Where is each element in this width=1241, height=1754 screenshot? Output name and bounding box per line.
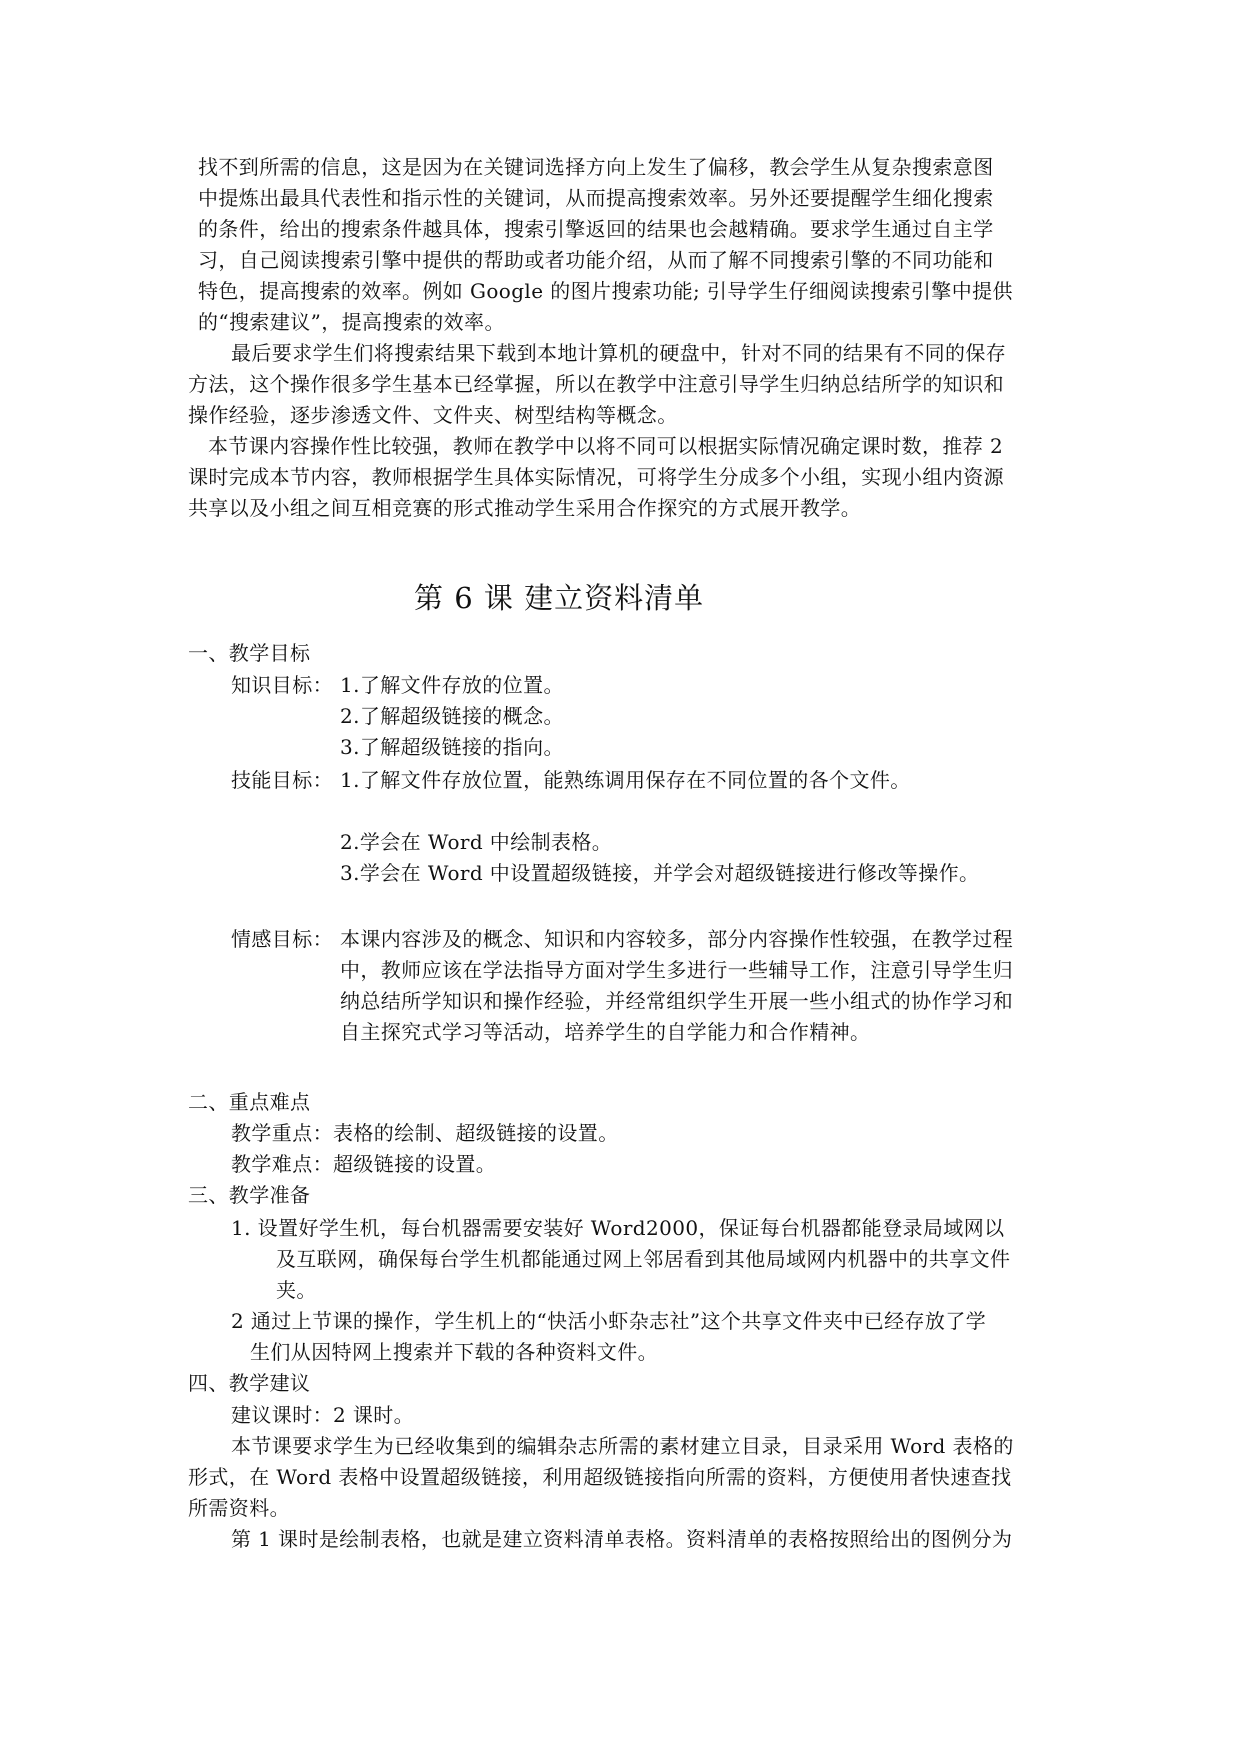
prep-item2-line-1: 2 通过上节课的操作，学生机上的“快活小虾杂志社”这个共享文件夹中已经存放了学	[231, 1309, 987, 1333]
emotion-line-4: 自主探究式学习等活动，培养学生的自学能力和合作精神。	[340, 1020, 871, 1044]
lesson-line-1: 本节课内容操作性比较强，教师在教学中以将不同可以根据实际情况确定课时数，推荐 2	[208, 434, 1004, 458]
first-hour-line: 第 1 课时是绘制表格，也就是建立资料清单表格。资料清单的表格按照给出的图例分为	[231, 1527, 1013, 1551]
skill-item-1: 1.了解文件存放位置，能熟练调用保存在不同位置的各个文件。	[340, 768, 911, 792]
suggestion-line-3: 所需资料。	[188, 1496, 290, 1520]
knowledge-item-1: 1.了解文件存放的位置。	[340, 673, 564, 697]
suggested-hours: 建议课时：2 课时。	[231, 1403, 415, 1427]
difficulty: 教学难点：超级链接的设置。	[231, 1152, 497, 1176]
download-line-3: 操作经验，逐步渗透文件、文件夹、树型结构等概念。	[188, 403, 678, 427]
suggestion-line-1: 本节课要求学生为已经收集到的编辑杂志所需的素材建立目录，目录采用 Word 表格的	[231, 1434, 1014, 1458]
knowledge-item-2: 2.了解超级链接的概念。	[340, 704, 564, 728]
download-line-2: 方法，这个操作很多学生基本已经掌握，所以在教学中注意引导学生归纳总结所学的知识和	[188, 372, 1004, 396]
section2-heading: 二、重点难点	[188, 1090, 311, 1114]
intro-line-4: 习，自己阅读搜索引擎中提供的帮助或者功能介绍，从而了解不同搜索引擎的不同功能和	[198, 248, 994, 272]
intro-line-5: 特色，提高搜索的效率。例如 Google 的图片搜索功能; 引导学生仔细阅读搜索引擎中提供	[198, 279, 1013, 303]
intro-line-1: 找不到所需的信息，这是因为在关键词选择方向上发生了偏移，教会学生从复杂搜索意图	[198, 155, 994, 179]
key-point: 教学重点：表格的绘制、超级链接的设置。	[231, 1121, 619, 1145]
skill-label: 技能目标：	[231, 768, 333, 792]
intro-line-3: 的条件，给出的搜索条件越具体，搜索引擎返回的结果也会越精确。要求学生通过自主学	[198, 217, 994, 241]
emotion-line-1: 本课内容涉及的概念、知识和内容较多，部分内容操作性较强，在教学过程	[340, 927, 1014, 951]
section4-heading: 四、教学建议	[188, 1371, 311, 1395]
section3-heading: 三、教学准备	[188, 1183, 311, 1207]
knowledge-label: 知识目标：	[231, 673, 333, 697]
lesson-line-3: 共享以及小组之间互相竞赛的形式推动学生采用合作探究的方式展开教学。	[188, 496, 862, 520]
prep-item1-line-2: 及互联网，确保每台学生机都能通过网上邻居看到其他局域网内机器中的共享文件	[276, 1247, 1011, 1271]
lesson-line-2: 课时完成本节内容，教师根据学生具体实际情况，可将学生分成多个小组，实现小组内资源	[188, 465, 1004, 489]
section1-heading: 一、教学目标	[188, 641, 311, 665]
suggestion-line-2: 形式，在 Word 表格中设置超级链接，利用超级链接指向所需的资料，方便使用者快速查找	[188, 1465, 1012, 1489]
skill-item-2: 2.学会在 Word 中绘制表格。	[340, 830, 613, 854]
intro-line-2: 中提炼出最具代表性和指示性的关键词，从而提高搜索效率。另外还要提醒学生细化搜索	[198, 186, 994, 210]
prep-item2-line-2: 生们从因特网上搜索并下载的各种资料文件。	[250, 1340, 658, 1364]
download-line-1: 最后要求学生们将搜索结果下载到本地计算机的硬盘中，针对不同的结果有不同的保存	[231, 341, 1007, 365]
prep-item1-line-3: 夹。	[276, 1278, 317, 1302]
emotion-line-2: 中，教师应该在学法指导方面对学生多进行一些辅导工作，注意引导学生归	[340, 958, 1014, 982]
knowledge-item-3: 3.了解超级链接的指向。	[340, 735, 564, 759]
emotion-label: 情感目标：	[231, 927, 333, 951]
intro-line-6: 的“搜索建议”，提高搜索的效率。	[198, 310, 505, 334]
lesson-title: 第 6 课 建立资料清单	[414, 581, 705, 615]
skill-item-3: 3.学会在 Word 中设置超级链接，并学会对超级链接进行修改等操作。	[340, 861, 980, 885]
emotion-line-3: 纳总结所学知识和操作经验，并经常组织学生开展一些小组式的协作学习和	[340, 989, 1014, 1013]
prep-item1-line-1: 1. 设置好学生机，每台机器需要安装好 Word2000，保证每台机器都能登录局域网以	[231, 1216, 1005, 1240]
